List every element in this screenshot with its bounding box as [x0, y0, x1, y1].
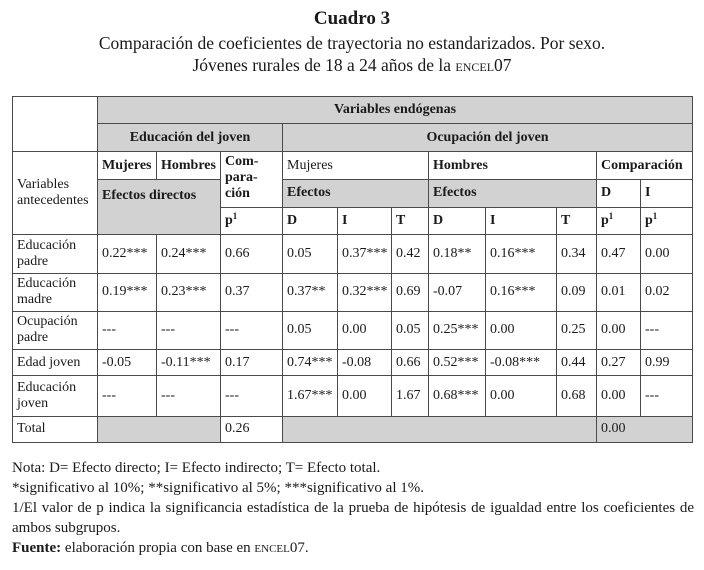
cell: --- [98, 376, 157, 416]
cell: 0.47 [597, 235, 641, 273]
table-row [13, 235, 693, 273]
table-subtitle: Comparación de coeficientes de trayectoria no estandarizados. Por sexo. [98, 33, 606, 53]
cell: 0.05 [283, 235, 338, 273]
row-label: Educación padre [13, 235, 98, 273]
cell: 0.37** [283, 273, 338, 311]
cell: 0.01 [597, 273, 641, 311]
cell: 0.16*** [486, 235, 557, 273]
header-educ-p: $p^1$ [221, 207, 283, 234]
cell: -0.11*** [157, 350, 221, 376]
header-efectos-directos: Efectos directos [98, 179, 221, 234]
header-efectos-mujeres: Efectos [283, 179, 429, 207]
total-educ-empty [98, 416, 221, 442]
row-label: Educación madre [13, 273, 98, 311]
cell: 0.17 [221, 350, 283, 376]
coefficients-table [12, 96, 693, 443]
header-variables-antecedentes: Variables antecedentes [13, 152, 98, 235]
row-label: Edad joven [13, 350, 98, 376]
header-ocup-mujeres: Mujeres [283, 152, 429, 179]
total-ocup-value: 0.00 [597, 416, 693, 442]
cell: 0.18** [429, 235, 486, 273]
cell: 0.16*** [486, 273, 557, 311]
table-row [13, 311, 693, 349]
header-educ-mujeres: Mujeres [98, 152, 157, 179]
table-row [13, 376, 693, 416]
cell: 0.37*** [338, 235, 392, 273]
cell: 0.00 [338, 311, 392, 349]
cell: 0.42 [392, 235, 429, 273]
note-source: Fuente: elaboración propia con base en encel07. [12, 540, 309, 556]
table-row [13, 350, 693, 376]
cell: 0.66 [221, 235, 283, 273]
cell: 0.69 [392, 273, 429, 311]
note-significance: *significativo al 10%; **significativo al 5%; ***significativo al 1%. [12, 480, 425, 496]
table-subtitle-2: Jóvenes rurales de 18 a 24 años de la encel07 [192, 55, 512, 75]
header-comp-d: D [597, 179, 641, 207]
cell: --- [98, 311, 157, 349]
cell: -0.08*** [486, 350, 557, 376]
cell: 0.66 [392, 350, 429, 376]
cell: 0.00 [486, 376, 557, 416]
cell: -0.07 [429, 273, 486, 311]
header-hom-d: D [429, 207, 486, 234]
table-title: Cuadro 3 [313, 8, 391, 29]
cell: 0.37 [221, 273, 283, 311]
row-label-total: Total [13, 416, 98, 442]
cell: 0.74*** [283, 350, 338, 376]
header-muj-i: I [338, 207, 392, 234]
cell: 0.00 [486, 311, 557, 349]
header-hom-i: I [486, 207, 557, 234]
cell: -0.05 [98, 350, 157, 376]
header-educ-comparacion: Com- para- ción [221, 152, 283, 207]
header-comp-p-d: $p^1$ [597, 207, 641, 234]
cell: 0.34 [557, 235, 597, 273]
row-label: Educación joven [13, 376, 98, 416]
cell: --- [157, 376, 221, 416]
cell: 1.67*** [283, 376, 338, 416]
header-educ-hombres: Hombres [157, 152, 221, 179]
cell: 0.68 [557, 376, 597, 416]
cell: 0.99 [641, 350, 693, 376]
cell: 0.00 [597, 311, 641, 349]
table-row [13, 273, 693, 311]
note-pvalue: 1/El valor de p indica la significancia estadística de la prueba de hipótesis de igualdad entre los coeficientes de ambos subgrupos. [12, 500, 694, 536]
cell: 0.05 [392, 311, 429, 349]
header-ocupacion-joven: Ocupación del joven [283, 124, 693, 152]
cell: 0.68*** [429, 376, 486, 416]
header-ocup-comparacion: Comparación [597, 152, 693, 179]
cell: 0.44 [557, 350, 597, 376]
note-abbreviations: Nota: D= Efecto directo; I= Efecto indirecto; T= Efecto total. [12, 460, 381, 476]
cell: 0.22*** [98, 235, 157, 273]
cell: 0.52*** [429, 350, 486, 376]
cell: 0.32*** [338, 273, 392, 311]
cell: 0.19*** [98, 273, 157, 311]
table-row-total [13, 416, 693, 442]
table-notes [12, 458, 694, 558]
cell: --- [157, 311, 221, 349]
cell: --- [641, 311, 693, 349]
cell: 0.00 [641, 235, 693, 273]
cell: --- [221, 311, 283, 349]
header-comp-i: I [641, 179, 693, 207]
cell: 0.00 [597, 376, 641, 416]
header-efectos-hombres: Efectos [429, 179, 597, 207]
empty-corner [13, 97, 98, 152]
cell: --- [641, 376, 693, 416]
header-comp-p-i: $p^1$ [641, 207, 693, 234]
cell: 0.25 [557, 311, 597, 349]
cell: 0.27 [597, 350, 641, 376]
cell: 0.23*** [157, 273, 221, 311]
header-hom-t: T [557, 207, 597, 234]
header-muj-t: T [392, 207, 429, 234]
header-educacion-joven: Educación del joven [98, 124, 283, 152]
cell: 0.05 [283, 311, 338, 349]
header-muj-d: D [283, 207, 338, 234]
total-ocup-empty [283, 416, 597, 442]
cell: 0.09 [557, 273, 597, 311]
cell: 0.02 [641, 273, 693, 311]
cell: 0.25*** [429, 311, 486, 349]
cell: 0.00 [338, 376, 392, 416]
cell: -0.08 [338, 350, 392, 376]
cell: --- [221, 376, 283, 416]
header-ocup-hombres: Hombres [429, 152, 597, 179]
row-label: Ocupación padre [13, 311, 98, 349]
header-variables-endogenas: Variables endógenas [98, 97, 693, 124]
cell: 0.24*** [157, 235, 221, 273]
total-educ-value: 0.26 [221, 416, 283, 442]
cell: 1.67 [392, 376, 429, 416]
